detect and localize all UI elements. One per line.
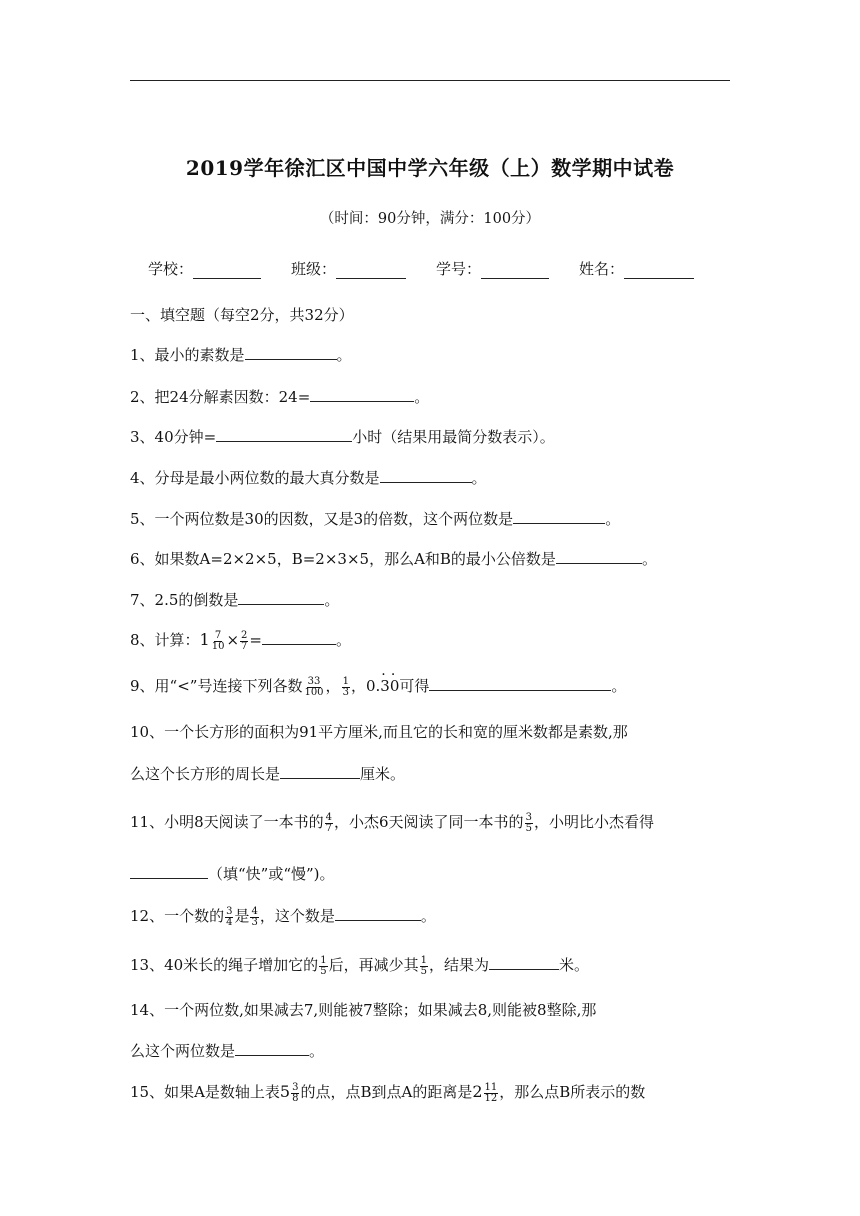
q3-end: 小时（结果用最简分数表示）。 bbox=[352, 428, 555, 446]
question-6 bbox=[130, 549, 657, 569]
q14-end: 。 bbox=[309, 1042, 325, 1060]
student-id-field bbox=[436, 258, 549, 279]
q2-text: 2、把24分解素因数：24= bbox=[130, 388, 311, 406]
q15-f1-numerator: 3 bbox=[292, 1081, 299, 1093]
q11-f2-denominator: 5 bbox=[525, 822, 532, 834]
question-1 bbox=[130, 345, 352, 365]
q13-fraction-1 bbox=[319, 956, 327, 977]
q9-answer-blank[interactable] bbox=[429, 676, 611, 691]
question-2 bbox=[130, 387, 429, 407]
q9-text-2: 可得 bbox=[399, 677, 430, 695]
q6-text: 6、如果数A=2×2×5，B=2×3×5，那么A和B的最小公倍数是 bbox=[130, 550, 556, 568]
question-4 bbox=[130, 468, 487, 488]
q4-text: 4、分母是最小两位数的最大真分数是 bbox=[130, 469, 380, 487]
q13-text-3: ，结果为 bbox=[428, 956, 489, 974]
q13-text: 13、40米长的绳子增加它的 bbox=[130, 956, 319, 974]
q12-end: 。 bbox=[420, 907, 436, 925]
q12-fraction-1 bbox=[225, 907, 233, 928]
page-title: 2019学年徐汇区中国中学六年级（上）数学期中试卷 bbox=[185, 156, 675, 180]
q9-f1-numerator: 33 bbox=[307, 675, 321, 687]
q7-text: 7、2.5的倒数是 bbox=[130, 591, 239, 609]
q12-f1-denominator: 4 bbox=[226, 916, 233, 928]
question-11-line-1 bbox=[130, 812, 654, 834]
question-15 bbox=[130, 1082, 645, 1104]
q9-sep-1: ， bbox=[325, 677, 341, 695]
q15-f2-numerator: 11 bbox=[484, 1081, 498, 1093]
class-label: 班级： bbox=[291, 260, 337, 278]
q11-text-2: ，小杰6天阅读了同一本书的 bbox=[334, 813, 524, 831]
q9-f1-denominator: 100 bbox=[304, 686, 324, 698]
q11-f1-numerator: 4 bbox=[325, 811, 333, 823]
q15-fraction-2 bbox=[484, 1083, 499, 1104]
q9-text: 9、用“<”号连接下列各数 bbox=[130, 677, 303, 695]
q3-answer-blank[interactable] bbox=[216, 427, 352, 442]
q10-end: 厘米。 bbox=[360, 765, 406, 783]
q11-end: （填“快”或“慢”)。 bbox=[208, 865, 335, 883]
section-heading: 一、填空题（每空2分，共32分） bbox=[130, 306, 354, 324]
question-7 bbox=[130, 590, 339, 610]
q11-answer-blank[interactable] bbox=[130, 864, 208, 879]
q15-text: 15、如果A是数轴上表 bbox=[130, 1083, 280, 1101]
name-label: 姓名： bbox=[579, 260, 625, 278]
q13-end: 米。 bbox=[558, 956, 589, 974]
class-blank[interactable] bbox=[336, 264, 406, 279]
q10-answer-blank[interactable] bbox=[280, 764, 360, 779]
school-blank[interactable] bbox=[193, 264, 261, 279]
q8-answer-blank[interactable] bbox=[262, 630, 336, 645]
q8-times: × bbox=[226, 631, 240, 649]
q12-f2-denominator: 3 bbox=[251, 916, 258, 928]
q13-f1-denominator: 5 bbox=[320, 965, 327, 977]
q9-f2-denominator: 3 bbox=[342, 686, 349, 698]
q12-text-3: ，这个数是 bbox=[259, 907, 335, 925]
question-10-line-2 bbox=[130, 764, 405, 784]
q4-end: 。 bbox=[471, 469, 487, 487]
exam-subtitle: （时间：90分钟，满分：100分） bbox=[319, 211, 541, 227]
q15-text-3: ，那么点B所表示的数 bbox=[499, 1083, 646, 1101]
student-id-blank[interactable] bbox=[481, 264, 549, 279]
q5-answer-blank[interactable] bbox=[513, 509, 605, 524]
q9-decimal-repeat-1: · 3 bbox=[380, 676, 390, 696]
q1-answer-blank[interactable] bbox=[245, 345, 337, 360]
q8-fraction-2 bbox=[240, 631, 248, 652]
q12-answer-blank[interactable] bbox=[335, 906, 421, 921]
q15-f2-denominator: 12 bbox=[484, 1092, 498, 1104]
q7-end: 。 bbox=[324, 591, 340, 609]
question-3 bbox=[130, 427, 555, 447]
q14-text: 么这个两位数是 bbox=[130, 1042, 236, 1060]
student-id-label: 学号： bbox=[436, 260, 482, 278]
q12-fraction-2 bbox=[250, 907, 258, 928]
q8-equals: = bbox=[249, 631, 262, 649]
q2-answer-blank[interactable] bbox=[310, 387, 414, 402]
q6-end: 。 bbox=[641, 550, 657, 568]
q8-fraction-1 bbox=[211, 631, 226, 652]
q11-fraction-2 bbox=[525, 813, 533, 834]
q8-f1-denominator: 10 bbox=[211, 640, 225, 652]
q12-text-2: 是 bbox=[234, 907, 250, 925]
q8-text: 8、计算： bbox=[130, 631, 200, 649]
q2-end: 。 bbox=[414, 388, 430, 406]
q9-f2-numerator: 1 bbox=[342, 675, 349, 687]
q1-end: 。 bbox=[336, 346, 352, 364]
q13-f2-denominator: 5 bbox=[420, 965, 427, 977]
q13-answer-blank[interactable] bbox=[489, 955, 559, 970]
question-11-line-2 bbox=[130, 864, 335, 884]
q15-whole-2: 2 bbox=[472, 1082, 483, 1101]
q9-decimal-int: 0. bbox=[365, 677, 381, 695]
q12-f2-numerator: 4 bbox=[251, 905, 258, 917]
name-field bbox=[579, 258, 694, 279]
question-14-line-2 bbox=[130, 1041, 324, 1061]
q6-answer-blank[interactable] bbox=[556, 549, 642, 564]
question-13 bbox=[130, 955, 589, 977]
student-info-row bbox=[148, 258, 738, 279]
q11-f2-numerator: 3 bbox=[525, 811, 532, 823]
q11-text-3: ，小明比小杰看得 bbox=[533, 813, 654, 831]
q15-text-2: 的点，点B到点A的距离是 bbox=[300, 1083, 473, 1101]
q9-fraction-2 bbox=[342, 677, 350, 698]
q13-text-2: 后，再减少其 bbox=[328, 956, 419, 974]
q12-f1-numerator: 3 bbox=[226, 905, 233, 917]
q15-whole-1: 5 bbox=[279, 1082, 291, 1101]
q14-answer-blank[interactable] bbox=[235, 1041, 309, 1056]
q4-answer-blank[interactable] bbox=[380, 468, 472, 483]
q13-f1-numerator: 1 bbox=[320, 954, 327, 966]
q15-f1-denominator: 8 bbox=[292, 1092, 299, 1104]
name-blank[interactable] bbox=[624, 264, 694, 279]
q5-text: 5、一个两位数是30的因数，又是3的倍数，这个两位数是 bbox=[130, 510, 514, 528]
question-5 bbox=[130, 509, 620, 529]
school-label: 学校： bbox=[148, 260, 194, 278]
q9-sep-2: ， bbox=[350, 677, 366, 695]
q8-whole: 1 bbox=[199, 630, 210, 649]
q8-f2-numerator: 2 bbox=[241, 629, 248, 641]
q10-text: 么这个长方形的周长是 bbox=[130, 765, 281, 783]
q11-f1-denominator: 7 bbox=[325, 822, 333, 834]
q15-fraction-1 bbox=[291, 1083, 299, 1104]
question-8 bbox=[130, 630, 351, 652]
question-14-line-1: 14、一个两位数,如果减去7,则能被7整除；如果减去8,则能被8整除,那 bbox=[130, 1001, 597, 1019]
q9-decimal-repeat-2: · 0 bbox=[390, 676, 400, 696]
q9-end: 。 bbox=[611, 677, 627, 695]
top-rule bbox=[130, 80, 730, 81]
question-10-line-1: 10、一个长方形的面积为91平方厘米,而且它的长和宽的厘米数都是素数,那 bbox=[130, 723, 628, 741]
class-field bbox=[291, 258, 406, 279]
q1-text: 1、最小的素数是 bbox=[130, 346, 245, 364]
q11-text: 11、小明8天阅读了一本书的 bbox=[130, 813, 324, 831]
q5-end: 。 bbox=[605, 510, 621, 528]
q12-text: 12、一个数的 bbox=[130, 907, 225, 925]
q8-f1-numerator: 7 bbox=[214, 629, 222, 641]
q9-fraction-1 bbox=[303, 677, 324, 698]
question-12 bbox=[130, 906, 436, 928]
q7-answer-blank[interactable] bbox=[238, 590, 324, 605]
q11-fraction-1 bbox=[325, 813, 333, 834]
q8-f2-denominator: 7 bbox=[241, 640, 248, 652]
q3-text: 3、40分钟= bbox=[130, 428, 217, 446]
question-9 bbox=[130, 676, 626, 698]
school-field bbox=[148, 258, 261, 279]
q13-f2-numerator: 1 bbox=[420, 954, 427, 966]
q8-end: 。 bbox=[336, 631, 352, 649]
q13-fraction-2 bbox=[420, 956, 428, 977]
